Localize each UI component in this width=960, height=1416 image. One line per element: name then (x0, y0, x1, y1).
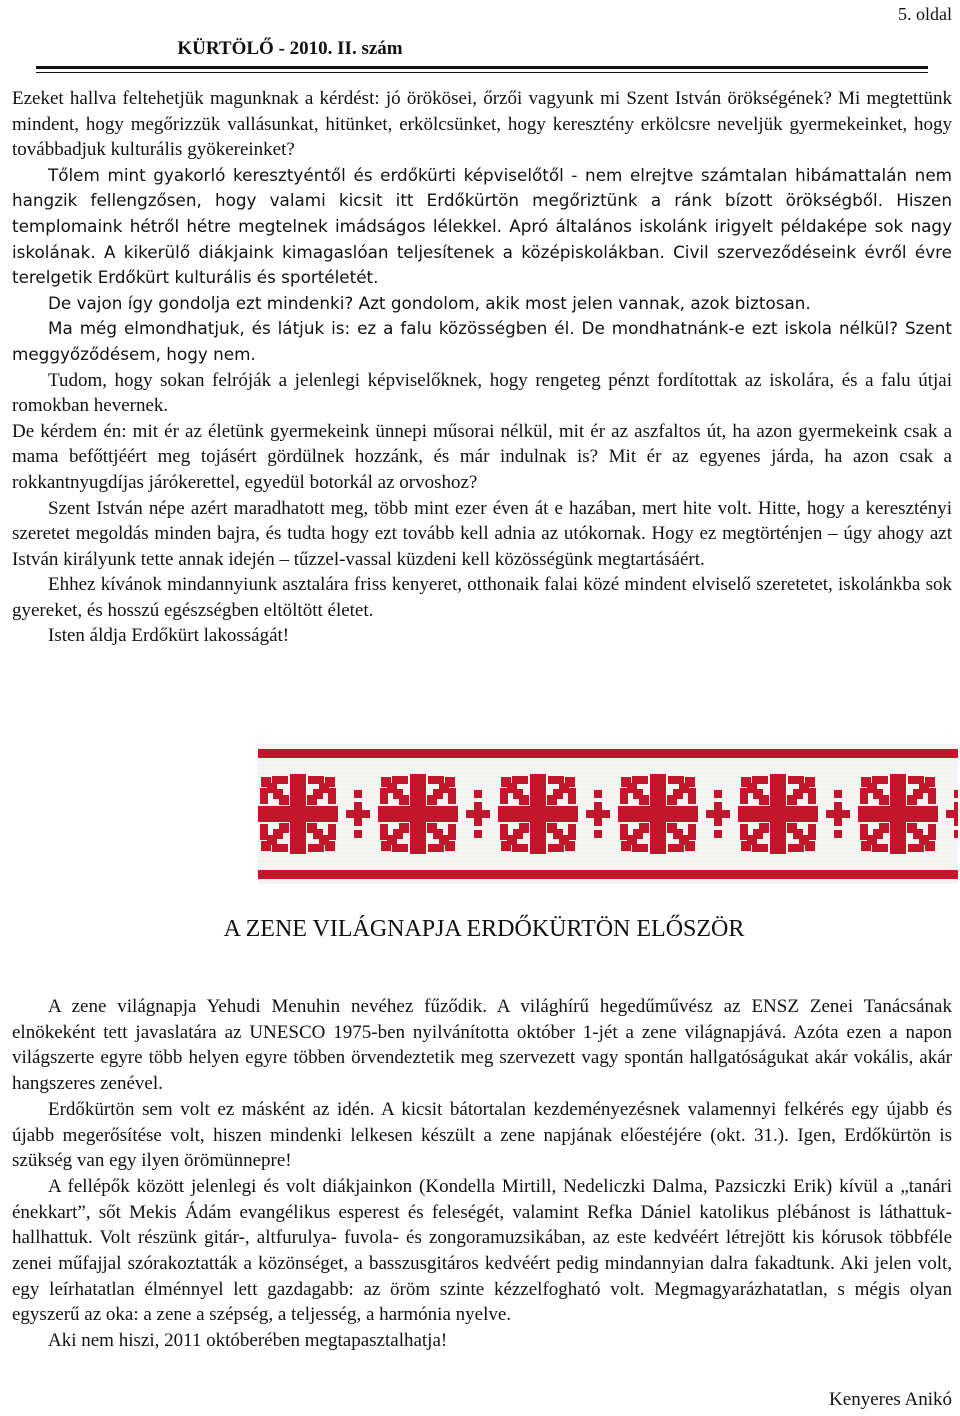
paragraph: Ma még elmondhatjuk, és látjuk is: ez a falu közösségben él. De mondhatnánk-e ezt iskola nélkül? Szent meggyőződésem, hogy nem. (12, 318, 952, 364)
header-rule-thick (36, 66, 928, 69)
paragraph: A fellépők között jelenlegi és volt diákjainkon (Kondella Mirtill, Nedeliczki Dalma, Pazsiczki Erik) kívül a „tanári énekkart”, sőt Mekis Ádám evangélikus esperest és feleségét, valamint Refka Dániel katolikus plébánost is láthattuk-hallhattuk. Volt részünk gitár-, altfurulya- fuvola- és zongoramuzsikában, az este kedvéért létrejött kis kórusok többféle zenei műfajjal szórakoztatták a közönséget, a basszusgitáros kedvéért pedig mindannyian dalra fakadtunk. Aki jelen volt, egy leírhatatlan élménnyel lett gazdagabb: az öröm szinte kézzelfogható volt. Megmagyarázhatatlan, s mégis olyan egyszerű az oka: a zene a szépség, a teljesség, a harmónia nyelve. (12, 1175, 952, 1326)
page-number: 5. oldal (898, 4, 952, 24)
embroidery-pattern (258, 744, 958, 884)
paragraph: De kérdem én: mit ér az életünk gyermekeink ünnepi műsorai nélkül, mit ér az aszfaltos út, ha azon gyermekeink csak a mama befőttjéért meg tojásért gördülnek hozzánk, és már indulnak is? Mit ér az egyenes járda, ha azon csak a rokkantnyugdíjas járókerettel, egyedül botorkál az orvoshoz? (12, 420, 952, 493)
paragraph: A zene világnapja Yehudi Menuhin nevéhez fűződik. A világhírű hegedűművész az ENSZ Zenei Tanácsának elnökeként tett javaslatára az UNESCO 1975-ben nyilvánította október 1-jét a zene világnapjává. Azóta ezen a napon világszerte egyre több helyen egyre többen örvendeztetik meg szervezett vagy spontán hallgatóságukat akár vokális, akár hangszeres zenével. (12, 996, 952, 1095)
paragraph: De vajon így gondolja ezt mindenki? Azt gondolom, akik most jelen vannak, azok biztosan. (48, 292, 811, 313)
author-signature: Kenyeres Anikó (829, 1389, 952, 1410)
article-body-1 (12, 86, 952, 649)
paragraph: Szent István népe azért maradhatott meg, több mint ezer éven át e hazában, mert hite volt. Hitte, hogy a keresztényi szeretet megoldás minden bajra, és tudta hogy ezt tovább kell adnia az utókornak. Hogy ez megtörténjen – úgy ahogy azt István királyunk tette annak idején – tűzzel-vassal küzdeni kell közösségünk megtartásáért. (12, 497, 952, 570)
article-heading: A ZENE VILÁGNAPJA ERDŐKÜRTÖN ELŐSZÖR (223, 916, 745, 942)
paragraph: Tudom, hogy sokan felróják a jelenlegi képviselőknek, hogy rengeteg pénzt fordítottak az iskolára, és a falu útjai romokban hevernek. (12, 369, 952, 417)
paragraph: Tőlem mint gyakorló keresztyéntől és erdőkürti képviselőtől - nem elrejtve számtalan hibámattalán nem hangzik fellengzősen, hogy valami kicsit itt Erdőkürtön megőriztünk a ránk bízott örökségből. Hiszen templomaink hétről hétre megtelnek imádságos lélekkel. Apró általános iskolánk irigyelt példaképe sok nagy iskolának. A kikerülő diákjaink kimagaslóan teljesítenek a középiskolákban. Civil szerveződéseink évről évre terelgetik Erdőkürt kulturális és sportéletét. (12, 164, 952, 288)
paragraph: Isten áldja Erdőkürt lakosságát! (48, 625, 290, 647)
header-title: KÜRTÖLŐ - 2010. II. szám (177, 38, 403, 59)
paragraph: Ehhez kívánok mindannyiunk asztalára friss kenyeret, otthonaik falai közé mindent elviselő szeretetet, iskolánkba sok gyereket, és hosszú egészségben eltöltött életet. (12, 574, 952, 621)
paragraph: Aki nem hiszi, 2011 októberében megtapasztalhatja! (48, 1330, 448, 1352)
paragraph: Ezeket hallva feltehetjük magunknak a kérdést: jó örökösei, őrzői vagyunk mi Szent István örökségének? Mi megtettünk mindent, hogy megőrizzük vallásunkat, hitünket, erkölcsünket, hogy keresztény erkölcsre neveljük gyermekeinket, hogy továbbadjuk kulturális gyökereinket? (12, 88, 952, 161)
article-body-2 (12, 994, 952, 1354)
paragraph: Erdőkürtön sem volt ez másként az idén. A kicsit bátortalan kezdeményezésnek valamennyi felkérés egy újabb és újabb megerősítése volt, hiszen mindenki lelkesen készült a zene napjának előestéjére (okt. 31.). Igen, Erdőkürtön is szükség van egy ilyen örömünnepre! (12, 1098, 952, 1172)
header-rule-thin (36, 72, 928, 73)
embroidery-image (258, 744, 958, 884)
